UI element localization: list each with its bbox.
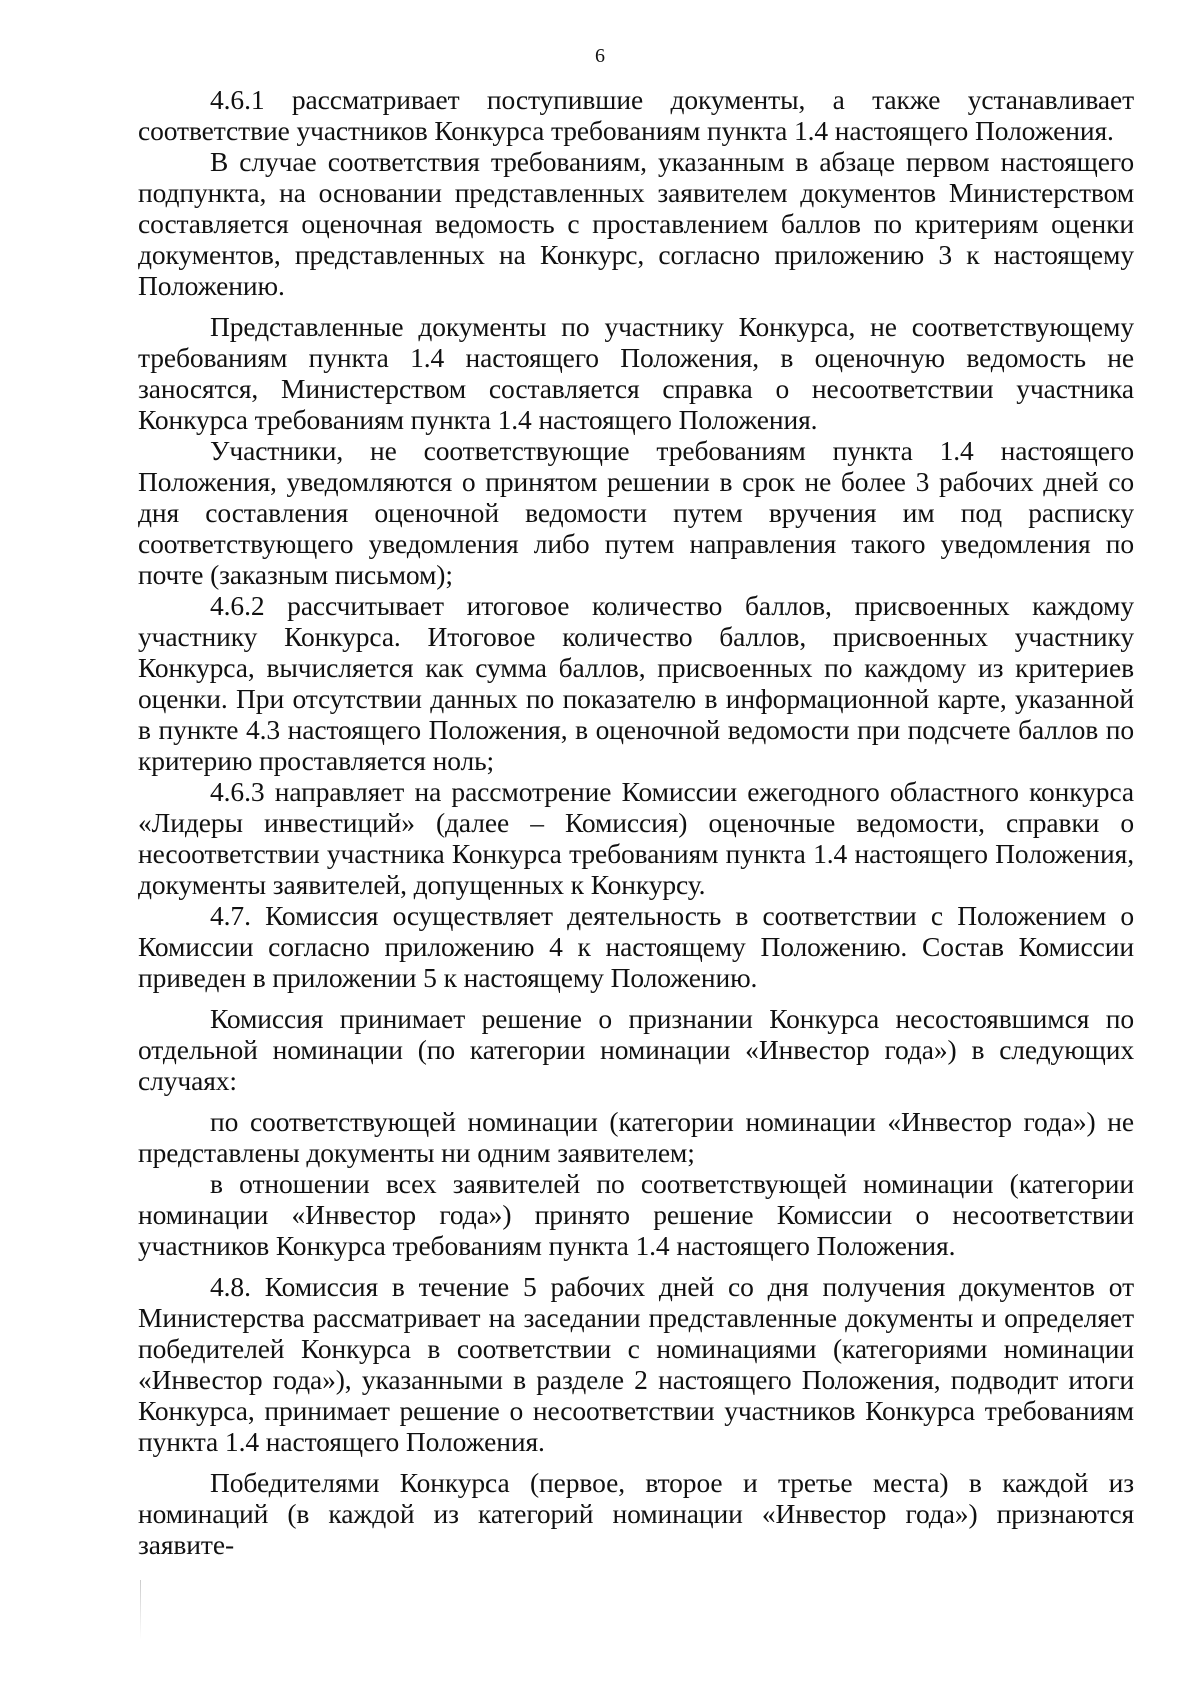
paragraph-contest-failed: Комиссия принимает решение о признании Конкурса несостоявшимся по отдельной номинации (по категории номинации «Инвестор года») в следующих случаях: — [138, 1003, 1134, 1096]
paragraph-no-documents-case: по соответствующей номинации (категории номинации «Инвестор года») не представлены документы ни одним заявителем; — [138, 1106, 1134, 1168]
paragraph-4-6-3: 4.6.3 направляет на рассмотрение Комиссии ежегодного областного конкурса «Лидеры инвестиций» (далее – Комиссия) оценочные ведомости, справки о несоответствии участника Конкурса требованиям пункта 1.4 настоящего Положения, документы заявителей, допущенных к Конкурсу. — [138, 776, 1134, 900]
paragraph-4-7: 4.7. Комиссия осуществляет деятельность в соответствии с Положением о Комиссии согласно приложению 4 к настоящему Положению. Состав Комиссии приведен в приложении 5 к настоящему Положению. — [138, 900, 1134, 993]
page-number: 6 — [595, 45, 605, 67]
scan-edge-mark — [140, 1580, 141, 1640]
paragraph-4-8: 4.8. Комиссия в течение 5 рабочих дней со дня получения документов от Министерства рассматривает на заседании представленные документы и определяет победителей Конкурса в соответствии с номинациями (категориями номинации «Инвестор года»), указанными в разделе 2 настоящего Положения, подводит итоги Конкурса, принимает решение о несоответствии участников Конкурса требованиям пункта 1.4 настоящего Положения. — [138, 1271, 1134, 1457]
paragraph-4-6-1: 4.6.1 рассматривает поступившие документы, а также устанавливает соответствие участников Конкурса требованиям пункта 1.4 настоящего Положения. — [138, 84, 1134, 146]
document-body — [138, 84, 1134, 1560]
paragraph-nonconforming-documents: Представленные документы по участнику Конкурса, не соответствующему требованиям пункта 1.4 настоящего Положения, в оценочную ведомость не заносятся, Министерством составляется справка о несоответствии участника Конкурса требованиям пункта 1.4 настоящего Положения. — [138, 311, 1134, 435]
paragraph-all-nonconforming-case: в отношении всех заявителей по соответствующей номинации (категории номинации «Инвестор года») принято решение Комиссии о несоответствии участников Конкурса требованиям пункта 1.4 настоящего Положения. — [138, 1168, 1134, 1261]
paragraph-assessment-sheet: В случае соответствия требованиям, указанным в абзаце первом настоящего подпункта, на основании представленных заявителем документов Министерством составляется оценочная ведомость с проставлением баллов по критериям оценки документов, представленных на Конкурс, согласно приложению 3 к настоящему Положению. — [138, 146, 1134, 301]
paragraph-4-6-2: 4.6.2 рассчитывает итоговое количество баллов, присвоенных каждому участнику Конкурса. Итоговое количество баллов, присвоенных участнику Конкурса, вычисляется как сумма баллов, присвоенных по каждому из критериев оценки. При отсутствии данных по показателю в информационной карте, указанной в пункте 4.3 настоящего Положения, в оценочной ведомости при подсчете баллов по критерию проставляется ноль; — [138, 590, 1134, 776]
paragraph-winners: Победителями Конкурса (первое, второе и третье места) в каждой из номинаций (в каждой из категорий номинации «Инвестор года») признаются заявите- — [138, 1467, 1134, 1560]
paragraph-participant-notification: Участники, не соответствующие требованиям пункта 1.4 настоящего Положения, уведомляются о принятом решении в срок не более 3 рабочих дней со дня составления оценочной ведомости путем вручения им под расписку соответствующего уведомления либо путем направления такого уведомления по почте (заказным письмом); — [138, 435, 1134, 590]
